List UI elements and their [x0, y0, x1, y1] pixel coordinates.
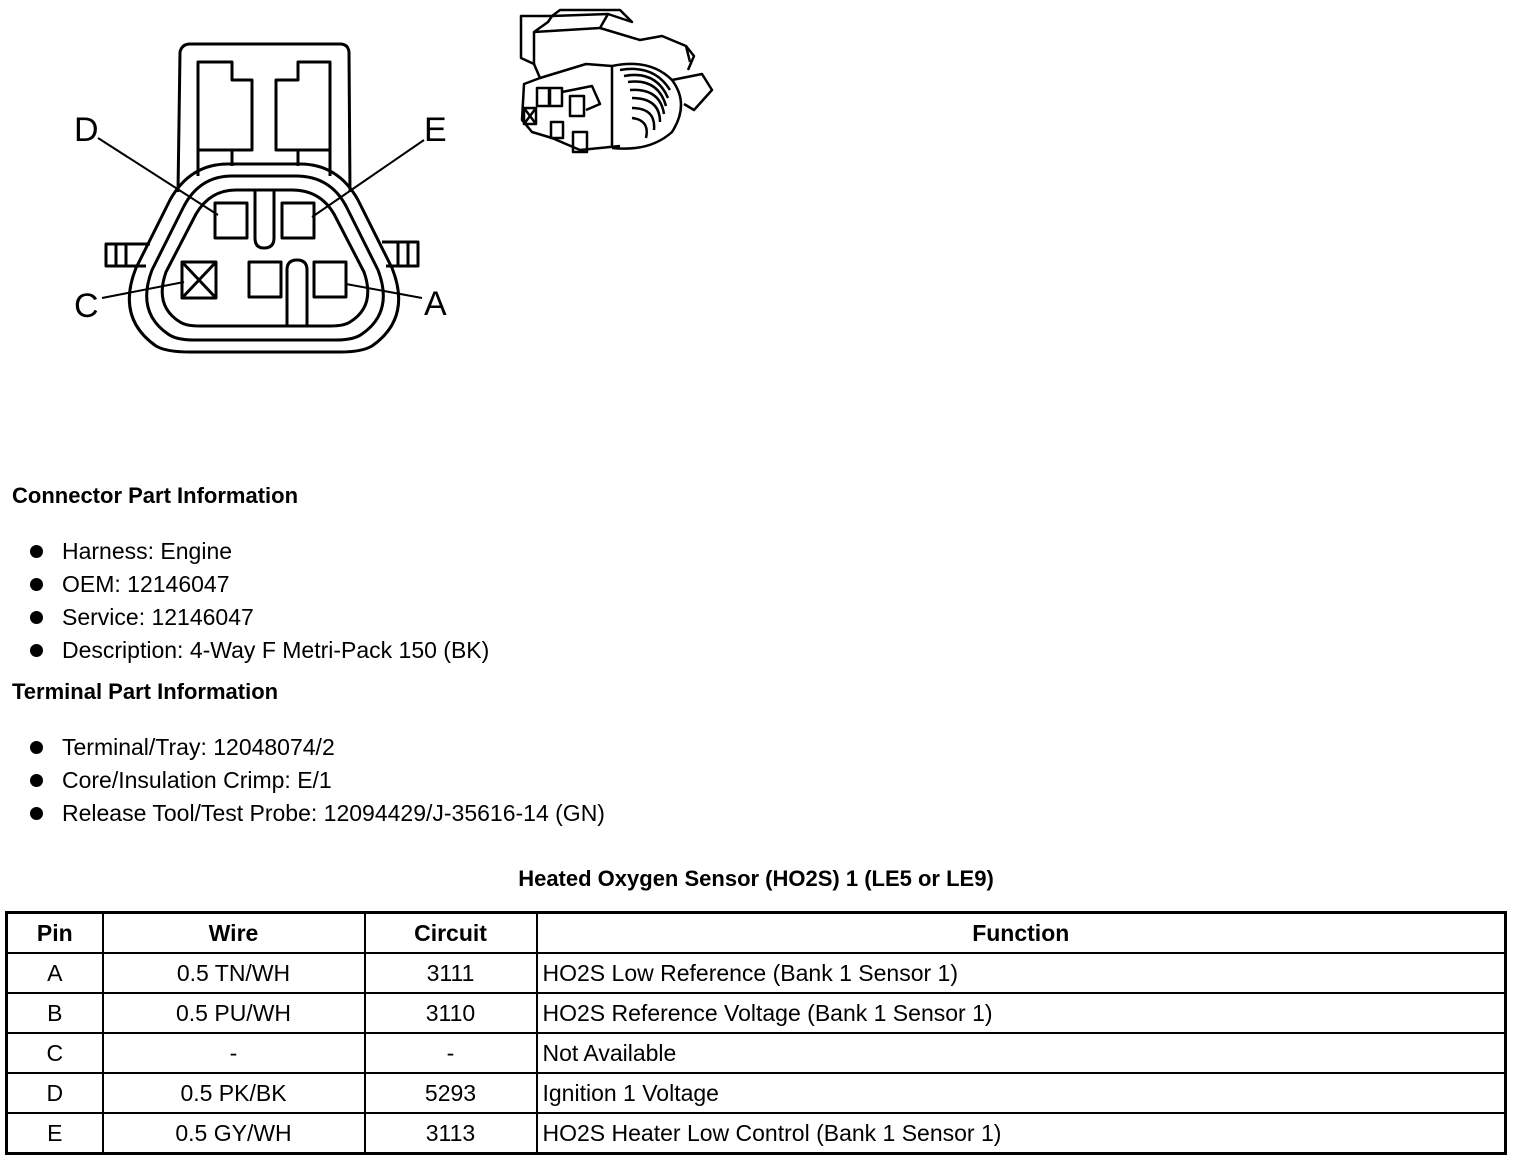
cell-wire: 0.5 PK/BK: [103, 1073, 365, 1113]
terminal-part-info-heading: Terminal Part Information: [12, 679, 279, 704]
cell-wire: 0.5 TN/WH: [103, 953, 365, 993]
cell-pin: C: [7, 1033, 103, 1073]
cell-circuit: -: [365, 1033, 537, 1073]
list-item: Service: 12146047: [0, 601, 489, 634]
table-row: [7, 1113, 1506, 1154]
pin-label-c: C: [74, 287, 99, 325]
column-header-circuit: Circuit: [365, 913, 537, 954]
bullet-icon: [30, 774, 43, 787]
cell-circuit: 3110: [365, 993, 537, 1033]
cell-circuit: 3111: [365, 953, 537, 993]
cell-wire: 0.5 PU/WH: [103, 993, 365, 1033]
bullet-icon: [30, 807, 43, 820]
cell-function: HO2S Heater Low Control (Bank 1 Sensor 1): [537, 1113, 1506, 1154]
list-item: Harness: Engine: [0, 535, 489, 568]
bullet-icon: [30, 545, 43, 558]
connector-face-view: [98, 44, 424, 352]
pin-label-a: A: [424, 285, 447, 323]
cell-pin: A: [7, 953, 103, 993]
list-item: Terminal/Tray: 12048074/2: [0, 731, 605, 764]
table-row: [7, 993, 1506, 1033]
connector-isometric-view: [521, 10, 712, 152]
cell-circuit: 3113: [365, 1113, 537, 1154]
table-header-row: [7, 913, 1506, 954]
cell-function: Not Available: [537, 1033, 1506, 1073]
cell-circuit: 5293: [365, 1073, 537, 1113]
list-item: Core/Insulation Crimp: E/1: [0, 764, 605, 797]
bullet-icon: [30, 644, 43, 657]
table-row: [7, 953, 1506, 993]
pin-table-title: Heated Oxygen Sensor (HO2S) 1 (LE5 or LE9): [518, 866, 994, 891]
connector-diagram: [0, 0, 760, 400]
pin-label-e: E: [424, 111, 447, 149]
table-row: [7, 1073, 1506, 1113]
bullet-icon: [30, 611, 43, 624]
list-item: OEM: 12146047: [0, 568, 489, 601]
cell-function: HO2S Low Reference (Bank 1 Sensor 1): [537, 953, 1506, 993]
bullet-icon: [30, 578, 43, 591]
cell-pin: B: [7, 993, 103, 1033]
pin-table: [5, 911, 1507, 1155]
column-header-pin: Pin: [7, 913, 103, 954]
bullet-icon: [30, 741, 43, 754]
cell-function: HO2S Reference Voltage (Bank 1 Sensor 1): [537, 993, 1506, 1033]
column-header-function: Function: [537, 913, 1506, 954]
pin-label-d: D: [74, 111, 99, 149]
column-header-wire: Wire: [103, 913, 365, 954]
cell-wire: 0.5 GY/WH: [103, 1113, 365, 1154]
cell-function: Ignition 1 Voltage: [537, 1073, 1506, 1113]
connector-part-info-list: [0, 535, 489, 667]
terminal-part-info-list: [0, 731, 605, 830]
list-item: Release Tool/Test Probe: 12094429/J-35616-14 (GN): [0, 797, 605, 830]
cell-pin: D: [7, 1073, 103, 1113]
connector-part-info-heading: Connector Part Information: [12, 483, 299, 508]
cell-pin: E: [7, 1113, 103, 1154]
list-item: Description: 4-Way F Metri-Pack 150 (BK): [0, 634, 489, 667]
table-row: [7, 1033, 1506, 1073]
cell-wire: -: [103, 1033, 365, 1073]
